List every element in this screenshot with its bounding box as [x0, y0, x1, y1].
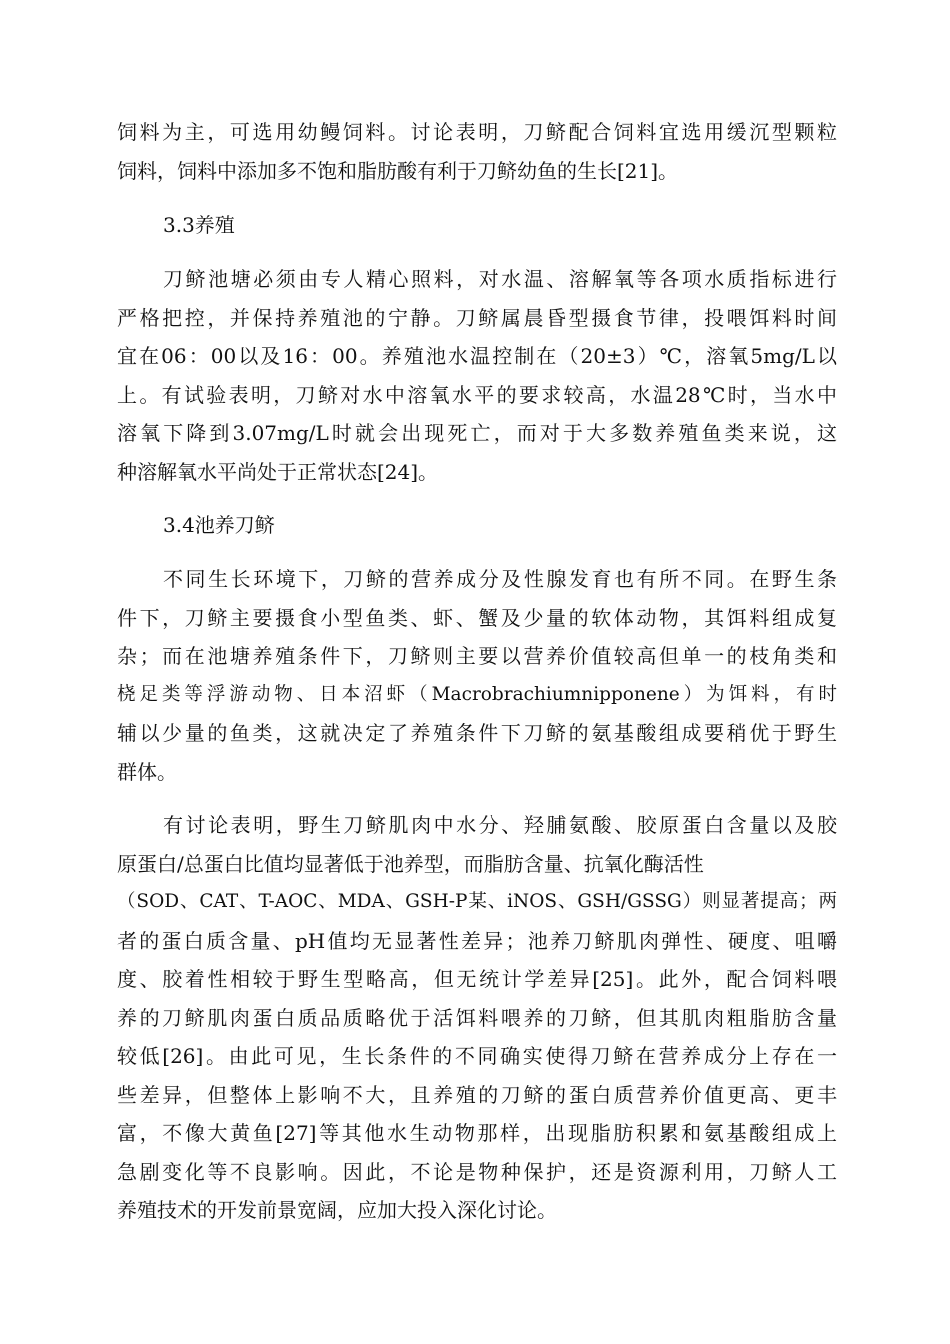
text-line: 度、胶着性相较于野生型略高，但无统计学差异[25]。此外，配合饲料喂: [117, 967, 837, 991]
text-line: 件下，刀鲚主要摄食小型鱼类、虾、蟹及少量的软体动物，其饵料组成复: [117, 606, 837, 630]
text-line: 富，不像大黄鱼[27]等其他水生动物那样，出现脂肪积累和氨基酸组成上: [117, 1121, 837, 1145]
text-line: 宜在06：00以及16：00。养殖池水温控制在（20±3）℃，溶氧5mg/L以: [117, 344, 837, 368]
text-line: 些差异，但整体上影响不大，且养殖的刀鲚的蛋白质营养价值更高、更丰: [117, 1083, 837, 1107]
text-line: 急剧变化等不良影响。因此，不论是物种保护，还是资源利用，刀鲚人工: [117, 1160, 837, 1184]
text-line: 饲料为主，可选用幼鳗饲料。讨论表明，刀鲚配合饲料宜选用缓沉型颗粒: [117, 120, 837, 144]
text-line: 上。有试验表明，刀鲚对水中溶氧水平的要求较高，水温28℃时，当水中: [117, 383, 837, 407]
text-line: 饲料，饲料中添加多不饱和脂肪酸有利于刀鲚幼鱼的生长[21]。: [117, 159, 679, 183]
text-line: 养殖技术的开发前景宽阔，应加大投入深化讨论。: [117, 1198, 557, 1222]
text-line: 不同生长环境下，刀鲚的营养成分及性腺发育也有所不同。在野生条: [163, 567, 837, 591]
text-line: 较低[26]。由此可见，生长条件的不同确实使得刀鲚在营养成分上存在一: [117, 1044, 837, 1068]
text-line: 刀鲚池塘必须由专人精心照料，对水温、溶解氧等各项水质指标进行: [163, 267, 837, 291]
text-line: 严格把控，并保持养殖池的宁静。刀鲚属晨昏型摄食节律，投喂饵料时间: [117, 306, 837, 330]
section-heading: 3.3养殖: [163, 213, 235, 237]
text-line: 养的刀鲚肌肉蛋白质品质略优于活饵料喂养的刀鲚，但其肌肉粗脂肪含量: [117, 1006, 837, 1030]
text-line: 桡足类等浮游动物、日本沼虾（Macrobrachiumnipponene）为饵料，有时: [117, 684, 837, 705]
text-line: 溶氧下降到3.07mg/L时就会出现死亡，而对于大多数养殖鱼类来说，这: [117, 421, 837, 445]
section-heading: 3.4池养刀鲚: [163, 513, 275, 537]
text-line: 种溶解氧水平尚处于正常状态[24]。: [117, 460, 439, 484]
text-line: 杂；而在池塘养殖条件下，刀鲚则主要以营养价值较高但单一的枝角类和: [117, 644, 837, 668]
text-line: 辅以少量的鱼类，这就决定了养殖条件下刀鲚的氨基酸组成要稍优于野生: [117, 721, 837, 745]
text-line: 原蛋白/总蛋白比值均显著低于池养型，而脂肪含量、抗氧化酶活性: [117, 852, 704, 876]
text-line: 者的蛋白质含量、pH值均无显著性差异；池养刀鲚肌肉弹性、硬度、咀嚼: [117, 929, 837, 953]
text-line: 群体。: [117, 760, 177, 784]
text-line: 有讨论表明，野生刀鲚肌肉中水分、羟脯氨酸、胶原蛋白含量以及胶: [163, 813, 837, 837]
text-line: （SOD、CAT、T-AOC、MDA、GSH-P某、iNOS、GSH/GSSG）则显著提高；两: [117, 891, 837, 912]
